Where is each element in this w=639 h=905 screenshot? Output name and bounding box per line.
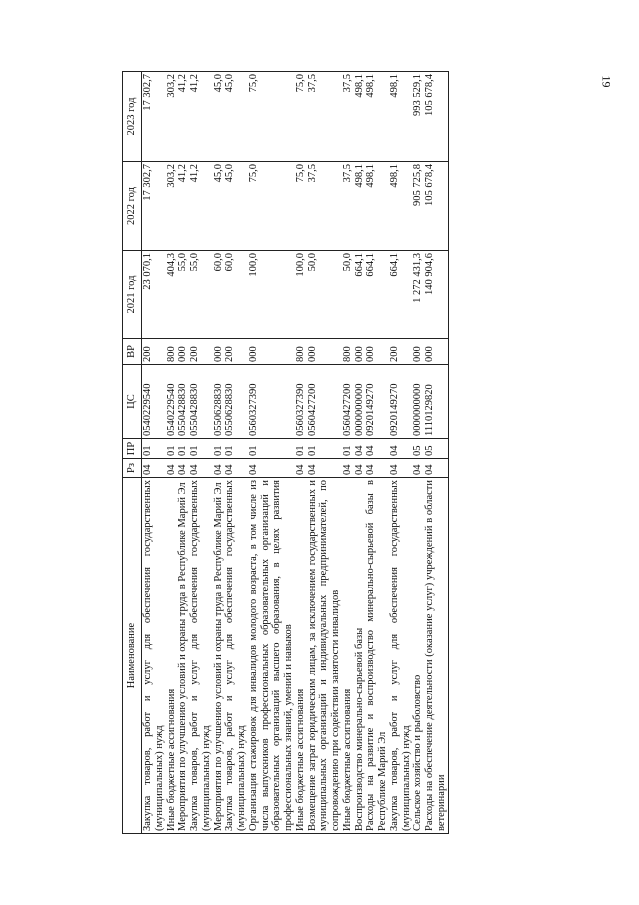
table-row bbox=[295, 72, 307, 834]
table-row bbox=[424, 72, 448, 834]
row-cs: 0000000000 bbox=[354, 365, 366, 439]
row-cs: 0540229540 bbox=[166, 365, 178, 439]
row-rz: 04 bbox=[354, 459, 366, 478]
table-row bbox=[307, 72, 342, 834]
row-2022: 75,0 bbox=[295, 162, 307, 251]
row-2021: 664,1 bbox=[389, 251, 413, 339]
table-row bbox=[354, 72, 366, 834]
table-row bbox=[389, 72, 413, 834]
row-vr: 200 bbox=[142, 339, 166, 365]
row-cs: 0920149270 bbox=[365, 365, 389, 439]
row-vr: 000 bbox=[248, 339, 295, 365]
row-2023: 41,2 bbox=[189, 72, 213, 162]
row-rz: 04 bbox=[295, 459, 307, 478]
row-2022: 45,0 bbox=[224, 162, 248, 251]
row-cs: 0550428830 bbox=[189, 365, 213, 439]
row-pr: 01 bbox=[142, 439, 166, 459]
row-name: Расходы на развитие и воспроизводство минерально-сырьевой базы в Республике Марий Эл bbox=[365, 478, 389, 834]
row-pr: 04 bbox=[365, 439, 389, 459]
row-rz: 04 bbox=[142, 459, 166, 478]
row-2021: 664,1 bbox=[354, 251, 366, 339]
row-pr: 04 bbox=[389, 439, 413, 459]
row-name: Расходы на обеспечение деятельности (оказание услуг) учреждений в области ветеринарии bbox=[424, 478, 448, 834]
row-2023: 37,5 bbox=[307, 72, 342, 162]
row-2022: 37,5 bbox=[307, 162, 342, 251]
table-header-row bbox=[123, 72, 142, 834]
row-pr: 01 bbox=[307, 439, 342, 459]
row-pr: 01 bbox=[342, 439, 354, 459]
row-vr: 200 bbox=[389, 339, 413, 365]
row-2023: 41,2 bbox=[177, 72, 189, 162]
header-rz: Рз bbox=[123, 459, 142, 478]
row-pr: 01 bbox=[295, 439, 307, 459]
row-2021: 140 904,6 bbox=[424, 251, 448, 339]
row-cs: 0540229540 bbox=[142, 365, 166, 439]
row-name: Воспроизводство минерально-сырьевой базы bbox=[354, 478, 366, 834]
row-cs: 0000000000 bbox=[412, 365, 424, 439]
table-row bbox=[177, 72, 189, 834]
row-rz: 04 bbox=[365, 459, 389, 478]
row-2021: 50,0 bbox=[307, 251, 342, 339]
row-cs: 0560327390 bbox=[295, 365, 307, 439]
row-vr: 200 bbox=[189, 339, 213, 365]
row-name: Закупка товаров, работ и услуг для обеспечения государственных (муниципальных) нужд bbox=[142, 478, 166, 834]
row-vr: 000 bbox=[412, 339, 424, 365]
row-2022: 303,2 bbox=[166, 162, 178, 251]
row-rz: 04 bbox=[189, 459, 213, 478]
row-rz: 04 bbox=[424, 459, 448, 478]
row-name: Возмещение затрат юридическим лицам, за исключением государственных и муниципальных организаций и индивидуальных предпринимателей, по сопровождению при содействии занятости инвалидов bbox=[307, 478, 342, 834]
row-2022: 17 302,7 bbox=[142, 162, 166, 251]
row-2021: 55,0 bbox=[177, 251, 189, 339]
row-pr: 01 bbox=[224, 439, 248, 459]
row-2022: 498,1 bbox=[365, 162, 389, 251]
row-cs: 0550628830 bbox=[224, 365, 248, 439]
row-2023: 498,1 bbox=[354, 72, 366, 162]
row-2023: 105 678,4 bbox=[424, 72, 448, 162]
header-2021: 2021 год bbox=[123, 251, 142, 339]
row-name: Иные бюджетные ассигнования bbox=[166, 478, 178, 834]
header-vr: ВР bbox=[123, 339, 142, 365]
row-2023: 37,5 bbox=[342, 72, 354, 162]
row-2023: 993 529,1 bbox=[412, 72, 424, 162]
row-2021: 100,0 bbox=[295, 251, 307, 339]
row-vr: 000 bbox=[307, 339, 342, 365]
table-row bbox=[365, 72, 389, 834]
row-pr: 01 bbox=[189, 439, 213, 459]
row-name: Сельское хозяйство и рыболовство bbox=[412, 478, 424, 834]
row-2022: 905 725,8 bbox=[412, 162, 424, 251]
row-rz: 04 bbox=[342, 459, 354, 478]
budget-table-wrapper bbox=[122, 72, 618, 834]
row-2023: 75,0 bbox=[295, 72, 307, 162]
table-row bbox=[412, 72, 424, 834]
row-pr: 01 bbox=[213, 439, 225, 459]
row-cs: 0550428830 bbox=[177, 365, 189, 439]
row-name: Иные бюджетные ассигнования bbox=[342, 478, 354, 834]
row-2021: 50,0 bbox=[342, 251, 354, 339]
row-rz: 04 bbox=[307, 459, 342, 478]
row-name: Закупка товаров, работ и услуг для обеспечения государственных (муниципальных) нужд bbox=[189, 478, 213, 834]
table-row bbox=[189, 72, 213, 834]
row-2022: 37,5 bbox=[342, 162, 354, 251]
header-2023: 2023 год bbox=[123, 72, 142, 162]
row-pr: 01 bbox=[177, 439, 189, 459]
row-2023: 45,0 bbox=[213, 72, 225, 162]
row-vr: 000 bbox=[424, 339, 448, 365]
header-pr: ПР bbox=[123, 439, 142, 459]
table-row bbox=[248, 72, 295, 834]
row-cs: 1110129820 bbox=[424, 365, 448, 439]
table-row bbox=[166, 72, 178, 834]
row-vr: 000 bbox=[365, 339, 389, 365]
row-pr: 01 bbox=[248, 439, 295, 459]
row-2022: 498,1 bbox=[354, 162, 366, 251]
row-rz: 04 bbox=[213, 459, 225, 478]
row-2021: 1 272 431,3 bbox=[412, 251, 424, 339]
row-2023: 303,2 bbox=[166, 72, 178, 162]
row-rz: 04 bbox=[389, 459, 413, 478]
header-cs: ЦС bbox=[123, 365, 142, 439]
row-rz: 04 bbox=[224, 459, 248, 478]
row-cs: 0560427200 bbox=[342, 365, 354, 439]
table-row bbox=[342, 72, 354, 834]
row-2023: 75,0 bbox=[248, 72, 295, 162]
row-vr: 000 bbox=[177, 339, 189, 365]
row-name: Мероприятия по улучшению условий и охраны труда в Республике Марий Эл bbox=[213, 478, 225, 834]
row-vr: 800 bbox=[342, 339, 354, 365]
row-2023: 17 302,7 bbox=[142, 72, 166, 162]
row-2023: 498,1 bbox=[365, 72, 389, 162]
row-2023: 498,1 bbox=[389, 72, 413, 162]
row-2022: 498,1 bbox=[389, 162, 413, 251]
row-name: Организация стажировок для инвалидов молодого возраста, в том числе из числа выпускников профессиональных образовательных организаций и образовательных организаций высшего образования, в целях развития профессиональных знаний, умений и навыков bbox=[248, 478, 295, 834]
row-cs: 0920149270 bbox=[389, 365, 413, 439]
row-2022: 105 678,4 bbox=[424, 162, 448, 251]
row-cs: 0560427200 bbox=[307, 365, 342, 439]
row-name: Закупка товаров, работ и услуг для обеспечения государственных (муниципальных) нужд bbox=[389, 478, 413, 834]
row-2021: 100,0 bbox=[248, 251, 295, 339]
header-name: Наименование bbox=[123, 478, 142, 834]
row-name: Иные бюджетные ассигнования bbox=[295, 478, 307, 834]
row-rz: 04 bbox=[166, 459, 178, 478]
row-2022: 41,2 bbox=[177, 162, 189, 251]
row-2021: 60,0 bbox=[213, 251, 225, 339]
row-rz: 04 bbox=[412, 459, 424, 478]
row-pr: 04 bbox=[354, 439, 366, 459]
row-name: Закупка товаров, работ и услуг для обеспечения государственных (муниципальных) нужд bbox=[224, 478, 248, 834]
row-pr: 05 bbox=[424, 439, 448, 459]
table-row bbox=[142, 72, 166, 834]
row-2021: 23 070,1 bbox=[142, 251, 166, 339]
row-rz: 04 bbox=[177, 459, 189, 478]
page-number: 19 bbox=[599, 75, 614, 88]
table-row bbox=[213, 72, 225, 834]
row-name: Мероприятия по улучшению условий и охраны труда в Республике Марий Эл bbox=[177, 478, 189, 834]
row-2022: 75,0 bbox=[248, 162, 295, 251]
row-vr: 000 bbox=[354, 339, 366, 365]
table-row bbox=[224, 72, 248, 834]
row-2022: 41,2 bbox=[189, 162, 213, 251]
row-2023: 45,0 bbox=[224, 72, 248, 162]
row-rz: 04 bbox=[248, 459, 295, 478]
row-cs: 0560327390 bbox=[248, 365, 295, 439]
row-2021: 664,1 bbox=[365, 251, 389, 339]
row-vr: 000 bbox=[213, 339, 225, 365]
row-2021: 55,0 bbox=[189, 251, 213, 339]
budget-table bbox=[122, 71, 449, 834]
row-vr: 800 bbox=[295, 339, 307, 365]
row-2021: 404,3 bbox=[166, 251, 178, 339]
row-2022: 45,0 bbox=[213, 162, 225, 251]
row-cs: 0550628830 bbox=[213, 365, 225, 439]
row-vr: 200 bbox=[224, 339, 248, 365]
row-vr: 800 bbox=[166, 339, 178, 365]
row-2021: 60,0 bbox=[224, 251, 248, 339]
row-pr: 05 bbox=[412, 439, 424, 459]
header-2022: 2022 год bbox=[123, 162, 142, 251]
row-pr: 01 bbox=[166, 439, 178, 459]
